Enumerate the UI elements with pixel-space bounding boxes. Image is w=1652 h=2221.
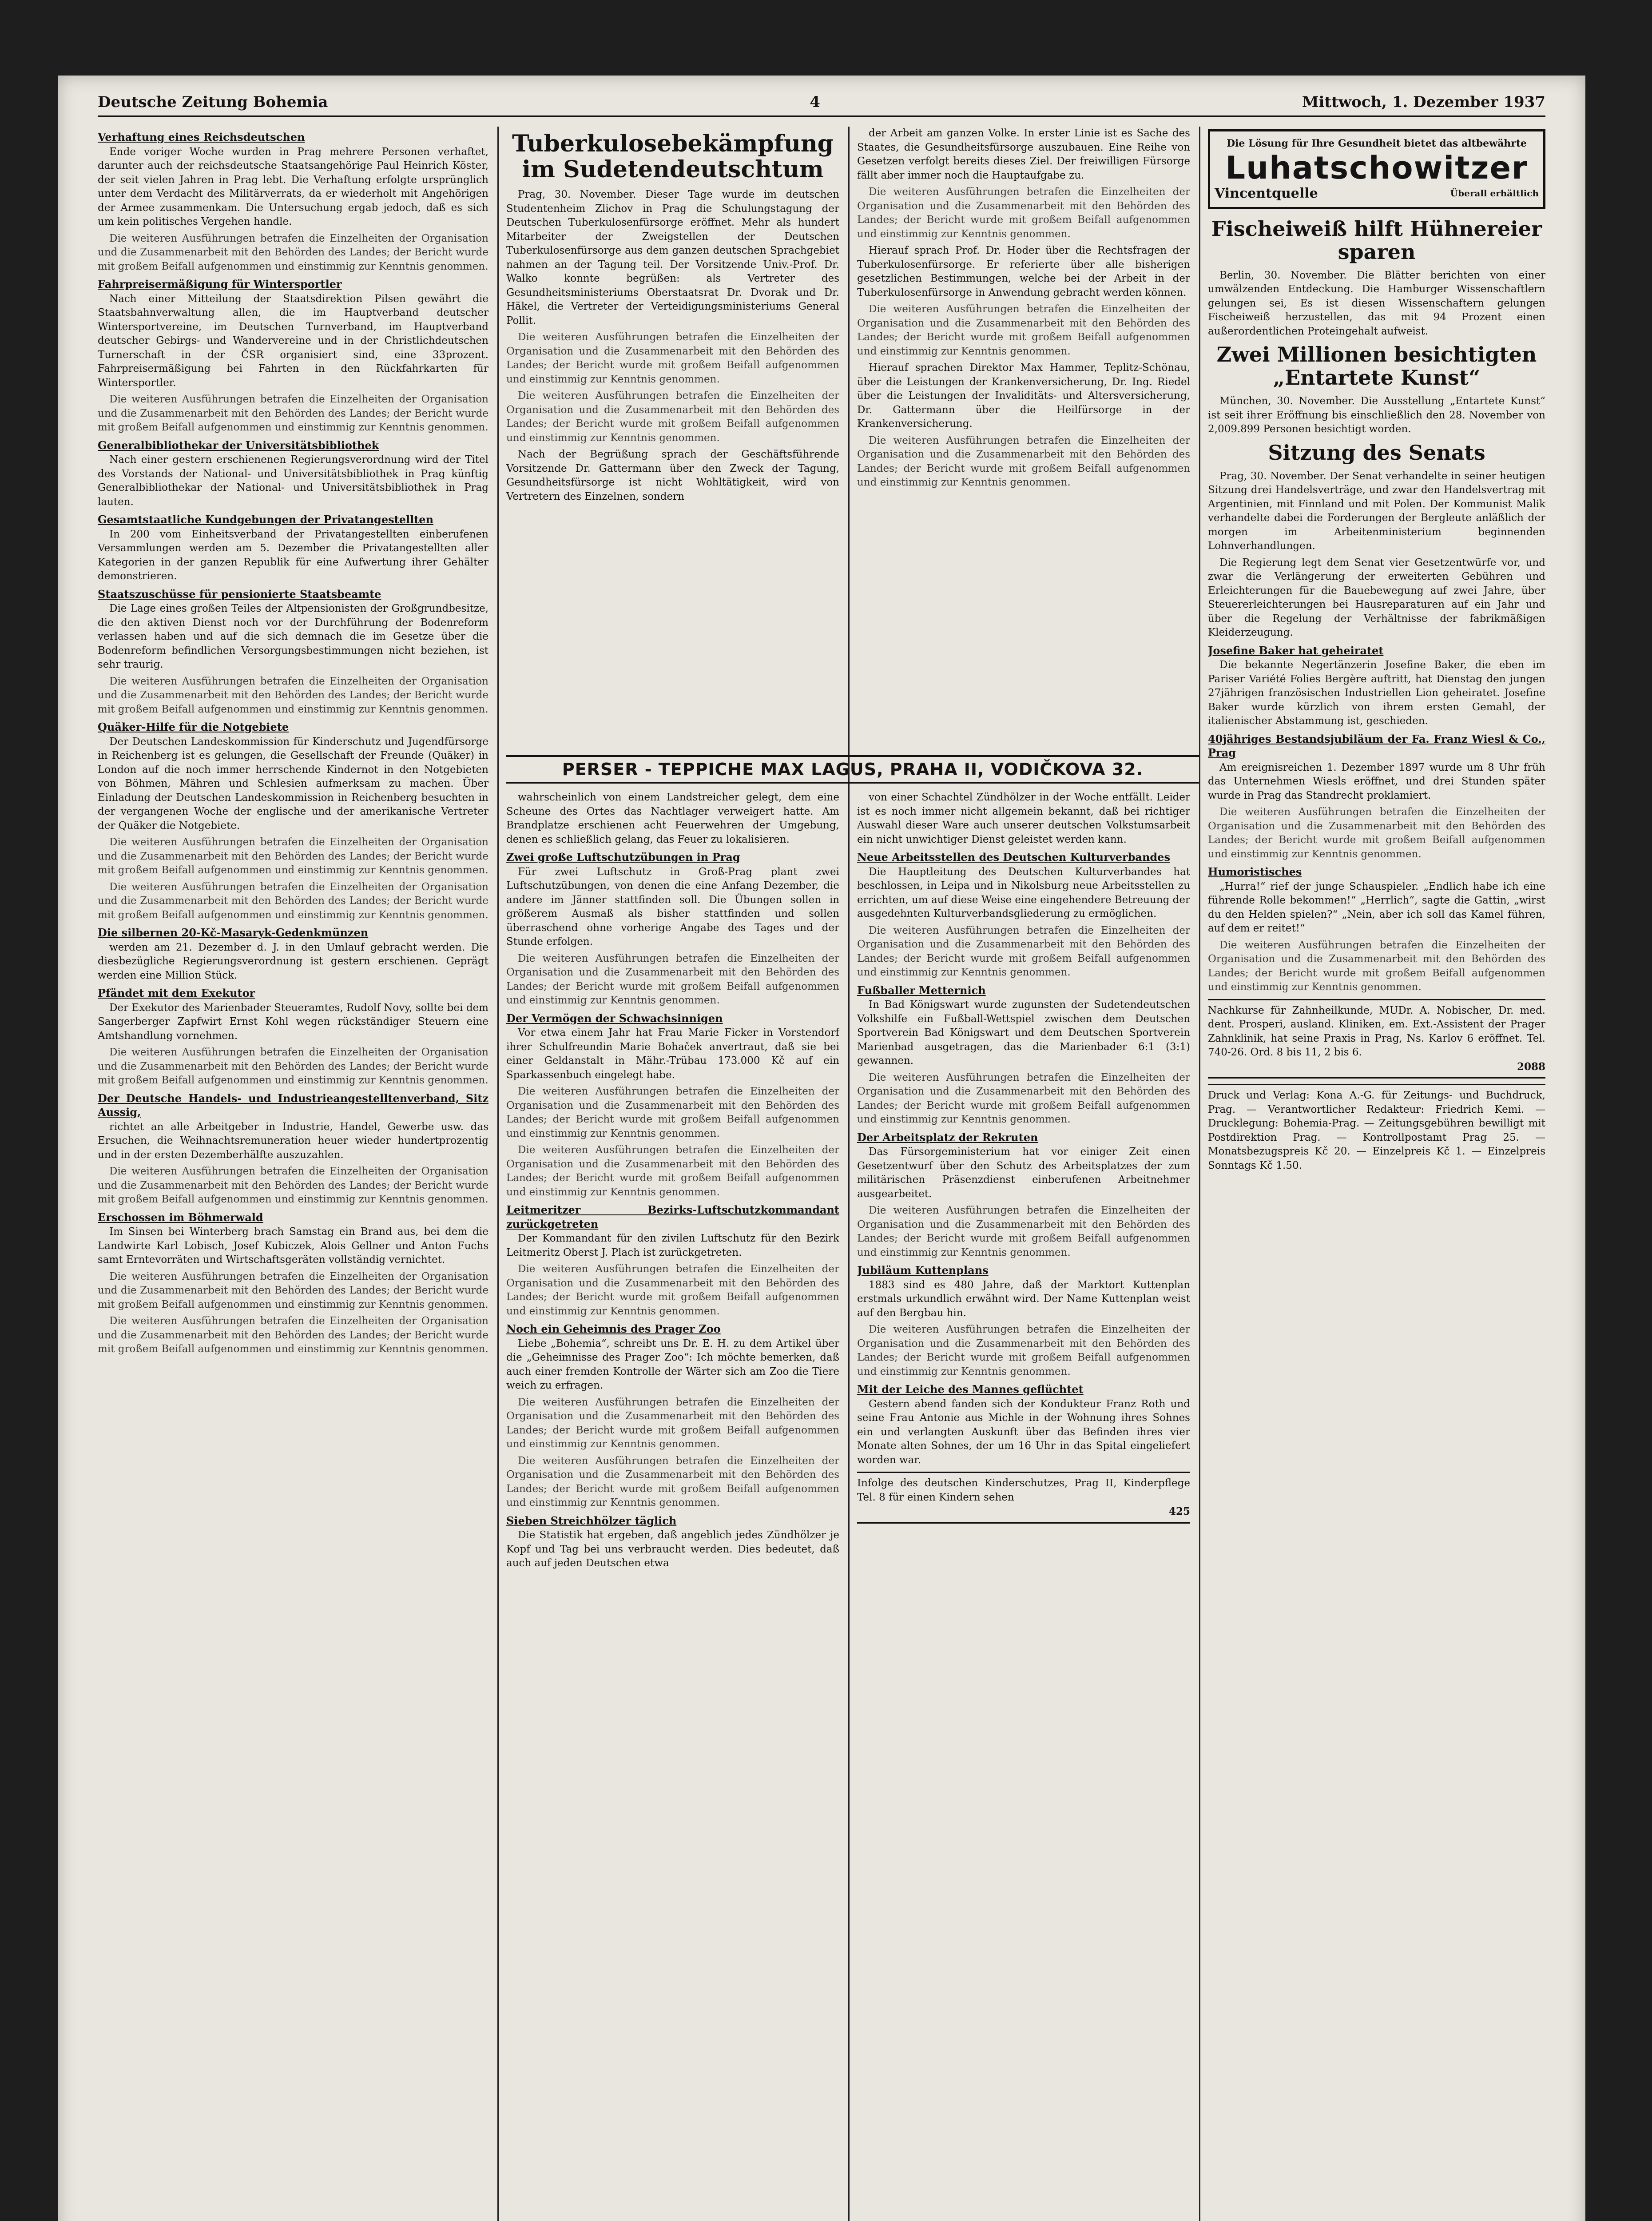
article-heading: Humoristisches bbox=[1208, 865, 1302, 878]
article-text: Im Sinsen bei Winterberg brach Samstag ein Brand aus, bei dem die Landwirte Karl Lobisch, Josef Kubiczek, Alois Gellner und Anton Fuchs samt Erntevorräten und Wirtschaftsgeräten vollständig vernichtet. bbox=[98, 1226, 488, 1266]
article-text: In Bad Königswart wurde zugunsten der Sudetendeutschen Volkshilfe ein Fußball-Wettspiel zwischen dem Deutschen Sportverein Bad Königswart und dem Deutschen Sportverein Marienbad ausgetragen, das die Marienbader 6:1 (3:1) gewannen. bbox=[857, 999, 1190, 1067]
article-text: Gestern abend fanden sich der Kondukteur Franz Roth und seine Frau Antonie aus Michle in der Wohnung ihres Sohnes ein und verlangten Auskunft über das Befinden ihres vier Monate alten Sohnes, der um 16 Uhr in das Spital eingeliefert worden war. bbox=[857, 1398, 1190, 1466]
article-text: Die Lage eines großen Teiles der Altpensionisten der Großgrundbesitze, die den aktiven Dienst noch vor der Durchführung der Bodenreform verlassen haben und auf die sich demnach die im Gesetze über die Bodenreform befindlichen Versorgungsbestimmungen nicht beziehen, ist sehr traurig. bbox=[98, 603, 488, 670]
article-text: Die weiteren Ausführungen betrafen die Einzelheiten der Organisation und die Zusammenarbeit mit den Behörden des Landes; der Bericht wurde mit großem Beifall aufgenommen und einstimmig zur Kenntnis genommen. bbox=[857, 303, 1190, 357]
article-text: von einer Schachtel Zündhölzer in der Woche entfällt. Leider ist es noch immer nicht allgemein bekannt, daß bei richtiger Auswahl dieser Ware auch unserer deutschen Volkstumsarbeit ein nicht unwichtiger Dienst geleistet werden kann. bbox=[857, 792, 1190, 845]
article-text: Die weiteren Ausführungen betrafen die Einzelheiten der Organisation und die Zusammenarbeit mit den Behörden des Landes; der Bericht wurde mit großem Beifall aufgenommen und einstimmig zur Kenntnis genommen. bbox=[506, 952, 839, 1006]
column-2-upper bbox=[506, 127, 839, 748]
article-heading: Fahrpreisermäßigung für Wintersportler bbox=[98, 278, 342, 291]
article-text: Berlin, 30. November. Die Blätter berichten von einer umwälzenden Entdeckung. Die Hamburger Wissenschaftlern gelungen sei, Es ist diesen Wissenschaftern gelungen Fischeiweiß herzustellen, das mit 94 Prozent einen außerordentlichen Proteingehalt aufweist. bbox=[1208, 269, 1545, 337]
notice-box bbox=[1208, 999, 1545, 1079]
article-heading: Der Arbeitsplatz der Rekruten bbox=[857, 1130, 1038, 1144]
headline-line: im Sudetendeutschtum bbox=[522, 156, 824, 183]
headline-line: Zwei Millionen besichtigten bbox=[1216, 342, 1537, 366]
ad-product: Vincentquelle bbox=[1215, 186, 1318, 201]
article-text: Die weiteren Ausführungen betrafen die Einzelheiten der Organisation und die Zusammenarbeit mit den Behörden des Landes; der Bericht wurde mit großem Beifall aufgenommen und einstimmig zur Kenntnis genommen. bbox=[98, 394, 488, 433]
article-text: Liebe „Bohemia“, schreibt uns Dr. E. H. zu dem Artikel über die „Geheimnisse des Prager Zoo“: Ich möchte bemerken, daß auch einer fremden Kontrolle der Wärter sich am Zoo die Tiere weich zu erfragen. bbox=[506, 1337, 839, 1391]
column-2-lower bbox=[506, 791, 839, 2221]
article-text: Prag, 30. November. Dieser Tage wurde im deutschen Studentenheim Zlichov in Prag die Schulungstagung der Deutschen Tuberkulosenfürsorge eröffnet. Mehr als hundert Mitarbeiter der Zweigstellen der Deutschen Tuberkulosenfürsorge aus dem ganzen deutschen Sprachgebiet nahmen an der Tagung teil. Der Vorsitzende Univ.-Prof. Dr. Walko konnte begrüßen: als Vertreter des Gesundheitsministeriums Oberstaatsrat Dr. Dvorak und Dr. Häkel, die Vertreter der Verteidigungsministeriums General Pollit. bbox=[506, 189, 839, 326]
article-text: Die Regierung legt dem Senat vier Gesetzentwürfe vor, und zwar die Verlängerung der erweiterten Gebühren und Erleichterungen für die Bauebewegung auf zwei Jahre, über Steuererleichterungen bei Hausreparaturen auf ein Jahr und über die Regelung der Verhältnisse der fabrikmäßigen Kleiderzeugung. bbox=[1208, 557, 1545, 638]
headline bbox=[1208, 343, 1545, 389]
column-rule bbox=[848, 127, 850, 2221]
article-heading: Verhaftung eines Reichsdeutschen bbox=[98, 131, 305, 143]
article-heading: Jubiläum Kuttenplans bbox=[857, 1264, 989, 1277]
article-text: Die weiteren Ausführungen betrafen die Einzelheiten der Organisation und die Zusammenarbeit mit den Behörden des Landes; der Bericht wurde mit großem Beifall aufgenommen und einstimmig zur Kenntnis genommen. bbox=[857, 186, 1190, 240]
article-heading: Zwei große Luftschutzübungen in Prag bbox=[506, 851, 740, 864]
paper-name: Deutsche Zeitung Bohemia bbox=[98, 93, 328, 111]
headline bbox=[506, 131, 839, 183]
article-heading: Generalbibliothekar der Universitätsbibliothek bbox=[98, 438, 379, 452]
notice-text: Infolge des deutschen Kinderschutzes, Prag II, Kinderpflege Tel. 8 für einen Kindern sehen bbox=[857, 1477, 1190, 1503]
article-heading: Pfändet mit dem Exekutor bbox=[98, 987, 255, 999]
article-text: Ende voriger Woche wurden in Prag mehrere Personen verhaftet, darunter auch der reichsdeutsche Staatsangehörige Paul Heinrich Köster, der seit vielen Jahren in Prag lebt. Die Verhaftung erfolgte ursprünglich unter dem Verdacht des Militärverrats, da er wiederholt mit Angehörigen der Armee zusammenkam. Die Untersuchung ergab jedoch, daß es sich um kein politisches Vergehen handle. bbox=[98, 146, 488, 227]
column-4 bbox=[1208, 127, 1545, 2221]
column-rule bbox=[1199, 127, 1200, 2221]
article-heading: Mit der Leiche des Mannes geflüchtet bbox=[857, 1383, 1084, 1396]
article-text: Die weiteren Ausführungen betrafen die Einzelheiten der Organisation und die Zusammenarbeit mit den Behörden des Landes; der Bericht wurde mit großem Beifall aufgenommen und einstimmig zur Kenntnis genommen. bbox=[506, 1086, 839, 1139]
article-text: Die weiteren Ausführungen betrafen die Einzelheiten der Organisation und die Zusammenarbeit mit den Behörden des Landes; der Bericht wurde mit großem Beifall aufgenommen und einstimmig zur Kenntnis genommen. bbox=[1208, 806, 1545, 860]
article-text: Die weiteren Ausführungen betrafen die Einzelheiten der Organisation und die Zusammenarbeit mit den Behörden des Landes; der Bericht wurde mit großem Beifall aufgenommen und einstimmig zur Kenntnis genommen. bbox=[98, 1315, 488, 1355]
article-heading: Fußballer Metternich bbox=[857, 983, 986, 997]
article-text: Die weiteren Ausführungen betrafen die Einzelheiten der Organisation und die Zusammenarbeit mit den Behörden des Landes; der Bericht wurde mit großem Beifall aufgenommen und einstimmig zur Kenntnis genommen. bbox=[506, 1144, 839, 1198]
imprint: Druck und Verlag: Kona A.-G. für Zeitungs- und Buchdruck, Prag. — Verantwortlicher Redakteur: Friedrich Kemi. — Drucklegung: Bohemia-Prag. — Zeitungsgebühren bewilligt mit Postdirektion Prag. — Kontrollpostamt Prag 25. — Monatsbezugspreis Kč 20. — Einzelpreis Kč 1. — Einzelpreis Sonntags Kč 1.50. bbox=[1208, 1084, 1545, 1173]
article-text: In 200 vom Einheitsverband der Privatangestellten einberufenen Versammlungen werden am 5. Dezember die Privatangestellten aller Kategorien in der ganzen Republik für eine Aufwertung ihrer Gehälter demonstrieren. bbox=[98, 528, 488, 582]
ad-availability: Überall erhältlich bbox=[1450, 188, 1539, 199]
article-heading: Josefine Baker hat geheiratet bbox=[1208, 644, 1384, 657]
article-heading: Quäker-Hilfe für die Notgebiete bbox=[98, 720, 289, 733]
article-heading: Leitmeritzer Bezirks-Luftschutzkommandant zurückgetreten bbox=[506, 1203, 839, 1230]
article-text: Die weiteren Ausführungen betrafen die Einzelheiten der Organisation und die Zusammenarbeit mit den Behörden des Landes; der Bericht wurde mit großem Beifall aufgenommen und einstimmig zur Kenntnis genommen. bbox=[98, 232, 488, 272]
article-heading: Neue Arbeitsstellen des Deutschen Kulturverbandes bbox=[857, 851, 1170, 864]
carpet-advertisement: PERSER - TEPPICHE MAX LAGUS, PRAHA II, VODIČKOVA 32. bbox=[506, 755, 1199, 784]
article-text: Die weiteren Ausführungen betrafen die Einzelheiten der Organisation und die Zusammenarbeit mit den Behörden des Landes; der Bericht wurde mit großem Beifall aufgenommen und einstimmig zur Kenntnis genommen. bbox=[98, 675, 488, 715]
newspaper-page bbox=[58, 76, 1585, 2221]
article-text: Vor etwa einem Jahr hat Frau Marie Ficker in Vorstendorf ihrer Schulfreundin Marie Bohaček anvertraut, daß sie bei einer Geldanstalt in Mähr.-Trübau 173.000 Kč auf ein Sparkassenbuch eingelegt habe. bbox=[506, 1027, 839, 1081]
article-text: Die weiteren Ausführungen betrafen die Einzelheiten der Organisation und die Zusammenarbeit mit den Behörden des Landes; der Bericht wurde mit großem Beifall aufgenommen und einstimmig zur Kenntnis genommen. bbox=[506, 1396, 839, 1450]
notice-number: 2088 bbox=[1517, 1060, 1545, 1073]
article-text: Der Exekutor des Marienbader Steueramtes, Rudolf Novy, sollte bei dem Sangerberger Zapfwirt Ernst Kohl wegen rückständiger Steuern eine Amtshandlung vornehmen. bbox=[98, 1002, 488, 1042]
column-3-upper bbox=[857, 127, 1190, 748]
notice-number: 425 bbox=[1168, 1505, 1190, 1517]
article-text: Nach einer Mitteilung der Staatsdirektion Pilsen gewährt die Staatsbahnverwaltung allen, die im Hauptverband deutscher Wintersportvereine, im Deutschen Turnverband, im Hauptverband deutscher Gebirgs- und Wandervereine und in der Christlichdeutschen Turnerschaft in der ČSR organisiert sind, eine 33prozent. Fahrpreisermäßigung bei Fahrten in den Rückfahrkarten für Wintersportler. bbox=[98, 293, 488, 389]
headline-line: Tuberkulosebekämpfung bbox=[512, 130, 834, 157]
article-text: Die weiteren Ausführungen betrafen die Einzelheiten der Organisation und die Zusammenarbeit mit den Behörden des Landes; der Bericht wurde mit großem Beifall aufgenommen und einstimmig zur Kenntnis genommen. bbox=[506, 1263, 839, 1317]
article-text: Die Hauptleitung des Deutschen Kulturverbandes hat beschlossen, in Leipa und in Nikolsburg neue Arbeitsstellen zu errichten, um auf diese Weise eine eingehendere Betreuung der ausgedehnten Kulturverbandsgliederung zu ermöglichen. bbox=[857, 866, 1190, 919]
column-3-lower bbox=[857, 791, 1190, 2221]
headline bbox=[1208, 441, 1545, 464]
article-text: Die weiteren Ausführungen betrafen die Einzelheiten der Organisation und die Zusammenarbeit mit den Behörden des Landes; der Bericht wurde mit großem Beifall aufgenommen und einstimmig zur Kenntnis genommen. bbox=[1208, 939, 1545, 993]
running-head bbox=[98, 89, 1545, 117]
article-heading: Sieben Streichhölzer täglich bbox=[506, 1514, 677, 1527]
article-text: Das Fürsorgeministerium hat vor einiger Zeit einen Gesetzentwurf über den Schutz des Arbeitsplatzes der zum militärischen Präsenzdienst einberufenen Arbeitnehmer ausgearbeitet. bbox=[857, 1146, 1190, 1200]
article-heading: Erschossen im Böhmerwald bbox=[98, 1210, 263, 1224]
article-text: Die weiteren Ausführungen betrafen die Einzelheiten der Organisation und die Zusammenarbeit mit den Behörden des Landes; der Bericht wurde mit großem Beifall aufgenommen und einstimmig zur Kenntnis genommen. bbox=[506, 390, 839, 444]
column-1 bbox=[98, 127, 488, 2221]
article-text: München, 30. November. Die Ausstellung „Entartete Kunst“ ist seit ihrer Eröffnung bis einschließlich den 28. November von 2,009.899 Personen besichtigt worden. bbox=[1208, 395, 1545, 435]
ad-tagline: Die Lösung für Ihre Gesundheit bietet das altbewährte bbox=[1226, 138, 1527, 149]
headline bbox=[1208, 217, 1545, 263]
article-text: richtet an alle Arbeitgeber in Industrie, Handel, Gewerbe usw. das Ersuchen, die Weihnachtsremuneration heuer wieder hundertprozentig und in der ersten Dezemberhälfte auszuzahlen. bbox=[98, 1121, 488, 1161]
article-heading: Der Vermögen der Schwachsinnigen bbox=[506, 1011, 723, 1025]
issue-date: Mittwoch, 1. Dezember 1937 bbox=[1302, 93, 1545, 111]
article-heading: 40jähriges Bestandsjubiläum der Fa. Franz Wiesl & Co., Prag bbox=[1208, 732, 1545, 759]
article-text: Die weiteren Ausführungen betrafen die Einzelheiten der Organisation und die Zusammenarbeit mit den Behörden des Landes; der Bericht wurde mit großem Beifall aufgenommen und einstimmig zur Kenntnis genommen. bbox=[98, 1270, 488, 1310]
article-text: 1883 sind es 480 Jahre, daß der Marktort Kuttenplan erstmals urkundlich erwähnt wird. Der Name Kuttenplan weist auf den Bergbau hin. bbox=[857, 1279, 1190, 1319]
article-text: werden am 21. Dezember d. J. in den Umlauf gebracht werden. Die diesbezügliche Regierungsverordnung ist gestern erschienen. Geprägt werden eine Million Stück. bbox=[98, 941, 488, 981]
headline-line: Fischeiweiß hilft Hühnereier bbox=[1211, 216, 1542, 241]
article-text: Die weiteren Ausführungen betrafen die Einzelheiten der Organisation und die Zusammenarbeit mit den Behörden des Landes; der Bericht wurde mit großem Beifall aufgenommen und einstimmig zur Kenntnis genommen. bbox=[98, 1166, 488, 1205]
article-text: Der Kommandant für den zivilen Luftschutz für den Bezirk Leitmeritz Oberst J. Plach ist zurückgetreten. bbox=[506, 1233, 839, 1258]
page-number: 4 bbox=[810, 93, 820, 111]
article-text: Die weiteren Ausführungen betrafen die Einzelheiten der Organisation und die Zusammenarbeit mit den Behörden des Landes; der Bericht wurde mit großem Beifall aufgenommen und einstimmig zur Kenntnis genommen. bbox=[857, 1205, 1190, 1258]
article-text: Hierauf sprachen Direktor Max Hammer, Teplitz-Schönau, über die Leistungen der Krankenversicherung, Dr. Ing. Riedel über die Leistungen der Invaliditäts- und Altersversicherung, Dr. Gattermann über die Heilfürsorge in der Krankenversicherung. bbox=[857, 362, 1190, 430]
article-text: Die weiteren Ausführungen betrafen die Einzelheiten der Organisation und die Zusammenarbeit mit den Behörden des Landes; der Bericht wurde mit großem Beifall aufgenommen und einstimmig zur Kenntnis genommen. bbox=[506, 1455, 839, 1509]
article-text: Die weiteren Ausführungen betrafen die Einzelheiten der Organisation und die Zusammenarbeit mit den Behörden des Landes; der Bericht wurde mit großem Beifall aufgenommen und einstimmig zur Kenntnis genommen. bbox=[506, 331, 839, 385]
article-text: Die Statistik hat ergeben, daß angeblich jedes Zündhölzer je Kopf und Tag bei uns verbraucht werden. Dies bedeutet, daß auch auf jeden Deutschen etwa bbox=[506, 1529, 839, 1569]
article-heading: Der Deutsche Handels- und Industrieangestelltenverband, Sitz Aussig, bbox=[98, 1091, 488, 1118]
article-heading: Die silbernen 20-Kč-Masaryk-Gedenkmünzen bbox=[98, 926, 369, 939]
mineral-water-advertisement bbox=[1208, 129, 1545, 209]
article-text: Die weiteren Ausführungen betrafen die Einzelheiten der Organisation und die Zusammenarbeit mit den Behörden des Landes; der Bericht wurde mit großem Beifall aufgenommen und einstimmig zur Kenntnis genommen. bbox=[98, 1047, 488, 1086]
article-text: Prag, 30. November. Der Senat verhandelte in seiner heutigen Sitzung drei Handelsverträge, und zwar den Handelsvertrag mit Argentinien, mit Finnland und mit Polen. Der Kommunist Malik verhandelte dabei die Forderungen der Bergleute anläßlich der morgen im Arbeitenministerium beginnenden Lohnverhandlungen. bbox=[1208, 470, 1545, 552]
article-text: Die weiteren Ausführungen betrafen die Einzelheiten der Organisation und die Zusammenarbeit mit den Behörden des Landes; der Bericht wurde mit großem Beifall aufgenommen und einstimmig zur Kenntnis genommen. bbox=[98, 836, 488, 876]
article-text: Nach der Begrüßung sprach der Geschäftsführende Vorsitzende Dr. Gattermann über den Zweck der Tagung, Gesundheitsfürsorge ist nicht Wohltätigkeit, wird von Vertretern des Einzelnen, sondern bbox=[506, 449, 839, 502]
article-text: Hierauf sprach Prof. Dr. Hoder über die Rechtsfragen der Tuberkulosenfürsorge. Er referierte über alle bisherigen gesetzlichen Bestimmungen, welche bei der Arbeit in der Tuberkulosenfürsorge in Anwendung gebracht werden können. bbox=[857, 245, 1190, 299]
article-text: Nach einer gestern erschienenen Regierungsverordnung wird der Titel des Vorstands der National- und Universitätsbibliothek in Prag künftig Generalbibliothekar der National- und Universitätsbibliothek in Prag lauten. bbox=[98, 454, 488, 508]
article-heading: Noch ein Geheimnis des Prager Zoo bbox=[506, 1322, 721, 1335]
article-text: Für zwei Luftschutz in Groß-Prag plant zwei Luftschutzübungen, von denen die eine Anfang Dezember, die andere im Jänner stattfinden soll. Die Übungen sollen in größerem Ausmaß als bisher stattfinden und sollen überraschend ohne vorherige Angabe des Tages und der Stunde erfolgen. bbox=[506, 866, 839, 947]
article-text: Die bekannte Negertänzerin Josefine Baker, die eben im Pariser Variété Folies Bergère auftritt, hat Dienstag den jungen 27jährigen französischen Industriellen Lion geheiratet. Josefine Baker wurde kürzlich von ihrem ersten Gemahl, der italienischer Abstammung ist, geschieden. bbox=[1208, 659, 1545, 727]
ad-brand: Luhatschowitzer bbox=[1225, 150, 1528, 186]
article-text: wahrscheinlich von einem Landstreicher gelegt, dem eine Scheune des Ortes das Nachtlager verweigert hatte. Am Brandplatze erschienen acht Feuerwehren der Umgebung, denen es schließlich gelang, das Feuer zu lokalisieren. bbox=[506, 792, 839, 845]
article-text: Die weiteren Ausführungen betrafen die Einzelheiten der Organisation und die Zusammenarbeit mit den Behörden des Landes; der Bericht wurde mit großem Beifall aufgenommen und einstimmig zur Kenntnis genommen. bbox=[857, 924, 1190, 978]
column-rule bbox=[497, 127, 499, 2221]
article-text: Am ereignisreichen 1. Dezember 1897 wurde um 8 Uhr früh das Unternehmen Wiesls eröffnet, und drei Stunden später wurde in Prag das Standrecht proklamiert. bbox=[1208, 761, 1545, 801]
article-text: Die weiteren Ausführungen betrafen die Einzelheiten der Organisation und die Zusammenarbeit mit den Behörden des Landes; der Bericht wurde mit großem Beifall aufgenommen und einstimmig zur Kenntnis genommen. bbox=[857, 434, 1190, 488]
article-text: Der Deutschen Landeskommission für Kinderschutz und Jugendfürsorge in Reichenberg ist es gelungen, die Gesellschaft der Freunde (Quäker) in London auf die noch immer herrschende Kindernot in den Notgebieten von Böhmen, Mähren und Schlesien aufmerksam zu machen. Über Einladung der Deutschen Landeskommission in Reichenberg besuchten in der vergangenen Woche der englische und der amerikanische Vertreter der Quäker die Notgebiete. bbox=[98, 736, 488, 832]
article-text: Die weiteren Ausführungen betrafen die Einzelheiten der Organisation und die Zusammenarbeit mit den Behörden des Landes; der Bericht wurde mit großem Beifall aufgenommen und einstimmig zur Kenntnis genommen. bbox=[857, 1324, 1190, 1377]
notice-box bbox=[857, 1472, 1190, 1524]
headline-line: „Entartete Kunst“ bbox=[1273, 366, 1481, 390]
article-text: der Arbeit am ganzen Volke. In erster Linie ist es Sache des Staates, die Gesundheitsfürsorge auszubauen. Eine Reihe von Gesetzen verfolgt bereits dieses Ziel. Der freiwilligen Fürsorge fällt aber immer noch die Hauptaufgabe zu. bbox=[857, 127, 1190, 181]
notice-text: Nachkurse für Zahnheilkunde, MUDr. A. Nobischer, Dr. med. dent. Prosperi, ausland. Kliniken, em. Ext.-Assistent der Prager Zahnklinik, hat seine Praxis in Prag, Ns. Karlov 6 eröffnet. Tel. 740-26. Ord. 8 bis 11, 2 bis 6. bbox=[1208, 1004, 1545, 1058]
article-heading: Staatszuschüsse für pensionierte Staatsbeamte bbox=[98, 587, 381, 601]
article-text: „Hurra!“ rief der junge Schauspieler. „Endlich habe ich eine führende Rolle bekommen!“ „Herrlich“, sagte die Gattin, „wirst du den Helden spielen?“ „Nein, aber ich soll das Kamel führen, auf dem er reitet!“ bbox=[1208, 880, 1545, 934]
headline-line: sparen bbox=[1338, 239, 1416, 264]
article-text: Die weiteren Ausführungen betrafen die Einzelheiten der Organisation und die Zusammenarbeit mit den Behörden des Landes; der Bericht wurde mit großem Beifall aufgenommen und einstimmig zur Kenntnis genommen. bbox=[857, 1071, 1190, 1125]
headline-line: Sitzung des Senats bbox=[1268, 440, 1485, 465]
article-heading: Gesamtstaatliche Kundgebungen der Privatangestellten bbox=[98, 513, 434, 526]
article-text: Die weiteren Ausführungen betrafen die Einzelheiten der Organisation und die Zusammenarbeit mit den Behörden des Landes; der Bericht wurde mit großem Beifall aufgenommen und einstimmig zur Kenntnis genommen. bbox=[98, 881, 488, 921]
